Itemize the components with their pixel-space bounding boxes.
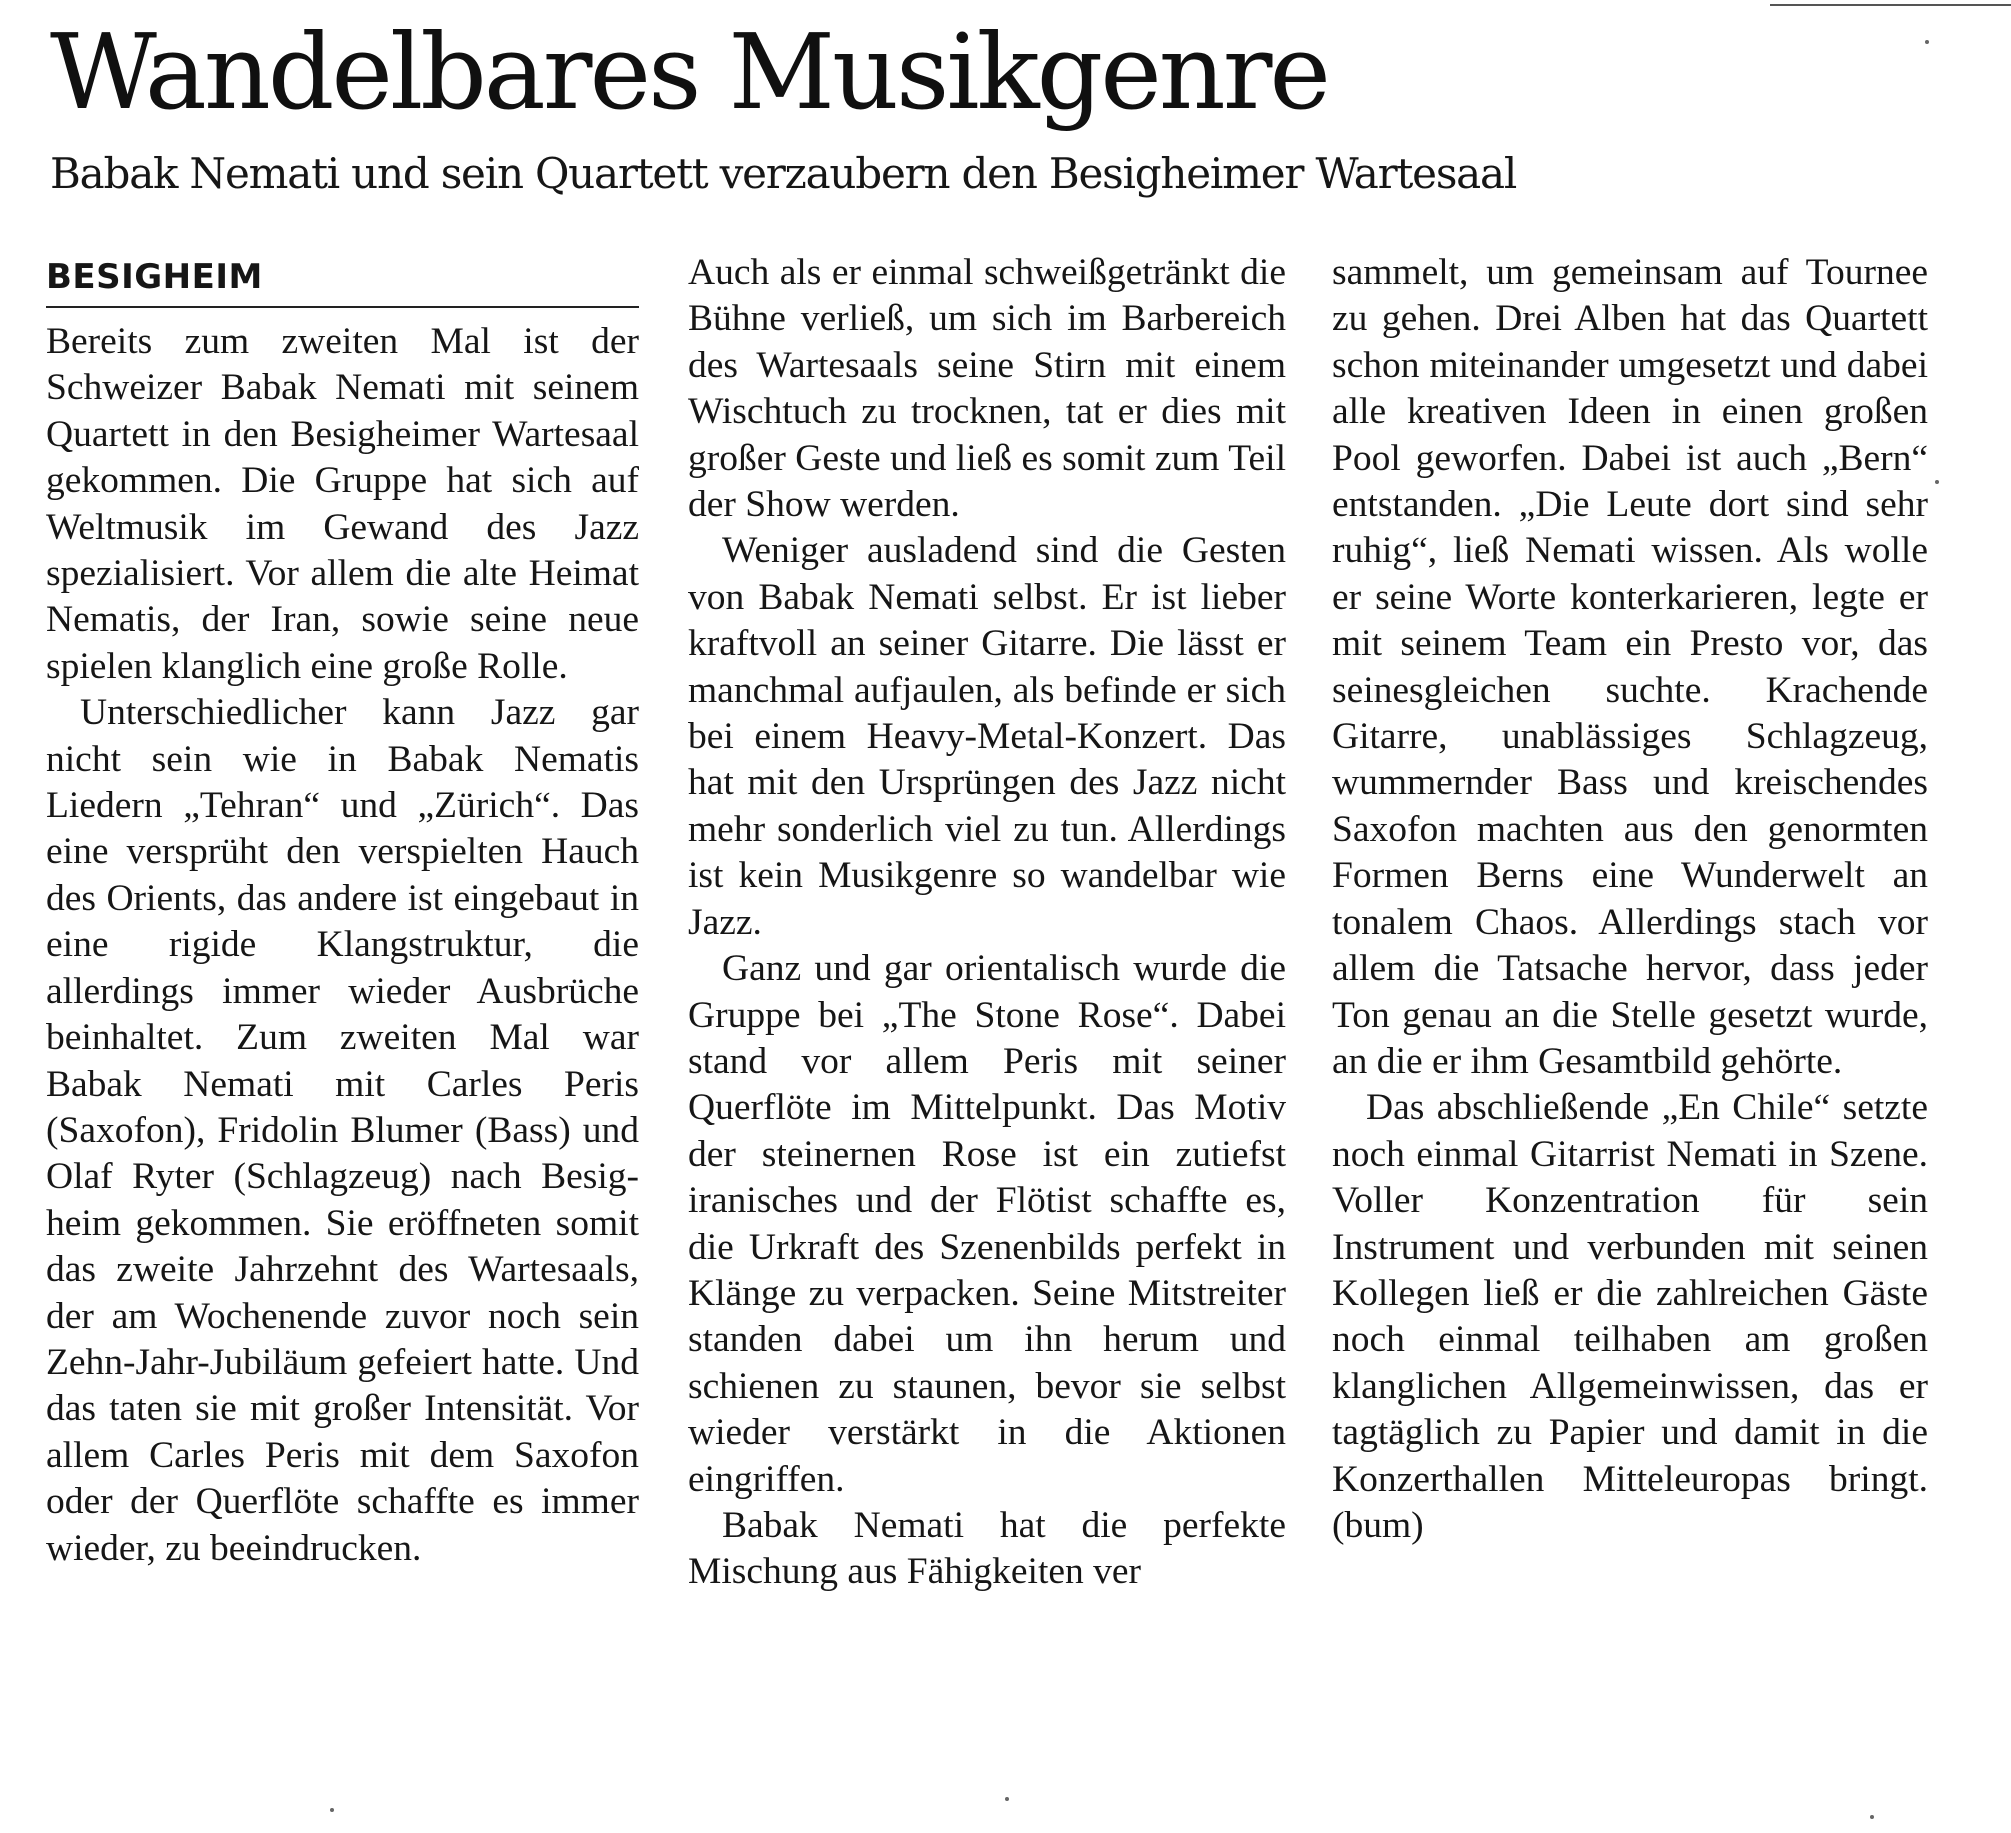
subheadline: Babak Nemati und sein Quartett verzaubern den Besigheimer Wartesaal bbox=[50, 149, 1517, 198]
article-column-2 bbox=[688, 250, 1286, 1596]
scan-edge-line bbox=[1770, 4, 2011, 6]
dateline: BESIGHEIM bbox=[46, 250, 639, 308]
paragraph: Babak Nemati hat die perfekte Mischung aus Fähigkeiten ver bbox=[688, 1504, 1286, 1593]
paragraph: Weniger ausladend sind die Gesten von Babak Nemati selbst. Er ist lieber kraftvoll an seiner Gitarre. Die lässt er manchmal aufjaulen, als befinde er sich bei einem Heavy-Metal-Konzert. Das hat mit den Ursprüngen des Jazz nicht mehr sonderlich viel zu tun. Allerdings ist kein Musikgenre so wandelbar wie Jazz. bbox=[688, 530, 1286, 943]
scan-speck bbox=[1005, 1797, 1009, 1801]
headline: Wandelbares Musikgenre bbox=[50, 11, 1328, 133]
scan-speck bbox=[330, 1808, 334, 1812]
scan-speck bbox=[1935, 480, 1939, 484]
scan-speck bbox=[1870, 1815, 1874, 1819]
article-column-3 bbox=[1332, 250, 1928, 1549]
paragraph: Auch als er einmal schweißgetränkt die Bühne verließ, um sich im Barbereich des Wartesaals seine Stirn mit einem Wischtuch zu trocknen, tat er dies mit großer Geste und ließ es somit zum Teil der Show werden. bbox=[688, 252, 1286, 526]
paragraph: Das abschließende „En Chile“ setzte noch einmal Gitarrist Nemati in Szene. Voller Konzentration für sein Instrument und verbunden mit seinen Kollegen ließ er die zahlreichen Gäste noch einmal teilhaben am großen klanglichen Allgemeinwissen, das er tagtäglich zu Papier und damit in die Konzerthallen Mitteleuropas bringt. (bum) bbox=[1332, 1087, 1928, 1546]
article-column-1 bbox=[46, 250, 639, 1572]
paragraph: Bereits zum zweiten Mal ist der Schweizer Babak Nemati mit seinem Quartett in den Besigheimer Wartesaal gekommen. Die Gruppe hat sich auf Weltmusik im Gewand des Jazz spezialisiert. Vor allem die alte Heimat Nematis, der Iran, sowie seine neue spielen klanglich eine große Rolle. bbox=[46, 321, 639, 687]
paragraph: sammelt, um gemeinsam auf Tournee zu gehen. Drei Alben hat das Quartett schon miteinander umgesetzt und dabei alle kreativen Ideen in einen großen Pool geworfen. Dabei ist auch „Bern“ entstanden. „Die Leute dort sind sehr ruhig“, ließ Nemati wissen. Als wolle er seine Worte konterkarieren, legte er mit seinem Team ein Presto vor, das seinesgleichen suchte. Krachende Gitarre, unablässiges Schlagzeug, wummernder Bass und kreischendes Saxofon machten aus den genormten Formen Berns eine Wunderwelt an tonalem Chaos. Allerdings stach vor allem die Tatsache hervor, dass jeder Ton genau an die Stelle gesetzt wurde, an die er ihm Gesamtbild gehörte. bbox=[1332, 252, 1928, 1082]
paragraph: Ganz und gar orientalisch wurde die Gruppe bei „The Stone Rose“. Dabei stand vor allem Peris mit seiner Querflöte im Mittelpunkt. Das Motiv der steinernen Rose ist ein zutiefst iranisches und der Flötist schaffte es, die Urkraft des Szenenbilds perfekt in Klänge zu verpacken. Seine Mitstreiter standen dabei um ihn herum und schienen zu staunen, bevor sie selbst wieder verstärkt in die Aktionen eingriffen. bbox=[688, 948, 1286, 1500]
scan-speck bbox=[1925, 40, 1929, 44]
paragraph: Unterschiedlicher kann Jazz gar nicht sein wie in Babak Nematis Liedern „Tehran“ und „Zürich“. Das eine versprüht den verspielten Hauch des Orients, das andere ist eingebaut in eine rigide Klangstruktur, die allerdings immer wieder Ausbrüche beinhaltet. Zum zweiten Mal war Babak Nemati mit Carles Peris (Saxofon), Fridolin Blumer (Bass) und Olaf Ryter (Schlagzeug) nach Besigheim gekommen. Sie eröffneten somit das zweite Jahrzehnt des Wartesaals, der am Wochenende zuvor noch sein Zehn-Jahr-Jubiläum gefeiert hatte. Und das taten sie mit großer Intensität. Vor allem Carles Peris mit dem Saxofon oder der Querflöte schaffte es immer wieder, zu beeindrucken. bbox=[46, 692, 639, 1569]
